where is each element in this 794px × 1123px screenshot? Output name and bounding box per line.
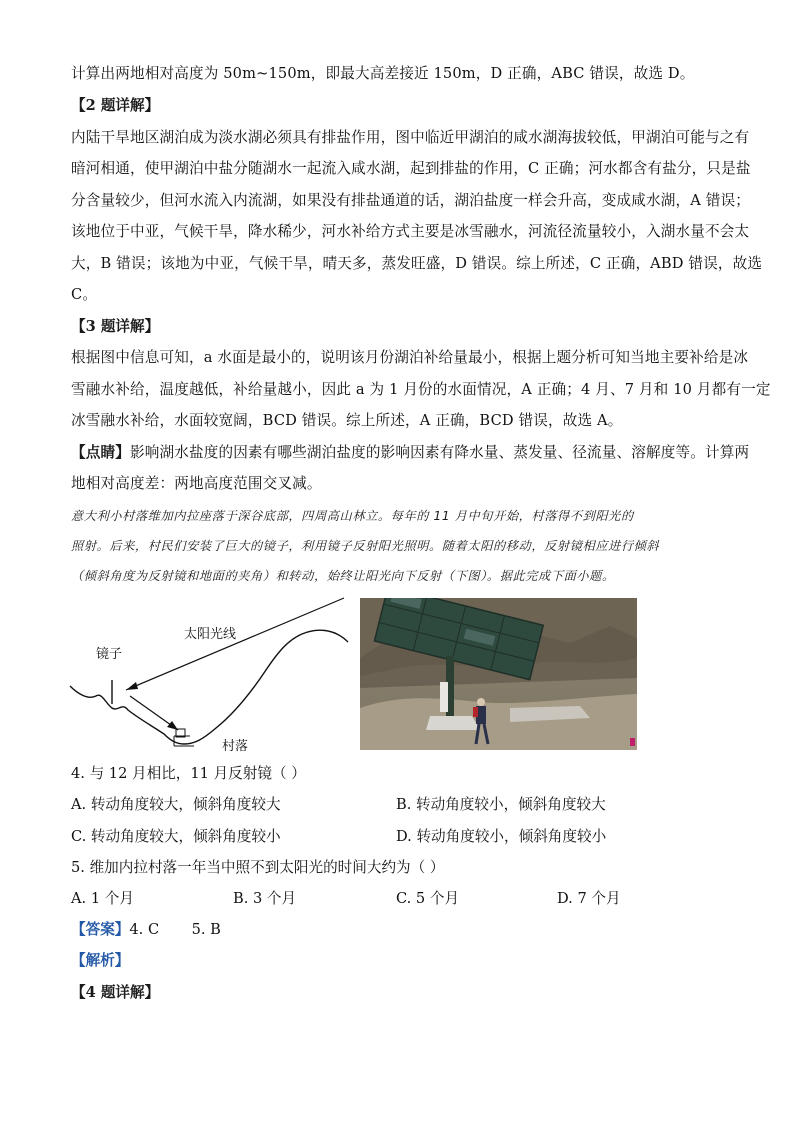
analysis-tag: 【解析】: [71, 952, 130, 969]
option-5b[interactable]: B. 3 个月: [233, 890, 297, 907]
paragraph-line: C。: [71, 286, 98, 303]
sun-ray-arrowhead: [126, 682, 138, 690]
paragraph-line: 分含量较少，但河水流入内流湖，如果没有排盐通道的话，湖泊盐度一样会升高，变成咸水湖，A 错误；: [71, 192, 750, 209]
valley-mirror-diagram: [66, 592, 356, 758]
paragraph-line: 该地位于中亚，气候干旱，降水稀少，河水补给方式主要是冰雪融水，河流径流量较小，入湖水量不会太: [71, 223, 750, 240]
paragraph-line: 内陆干旱地区湖泊成为淡水湖必须具有排盐作用，图中临近甲湖泊的咸水湖海拔较低，甲湖泊可能与之有: [71, 129, 750, 146]
control-box: [440, 682, 448, 712]
option-4a[interactable]: A. 转动角度较大，倾斜角度较大: [71, 796, 281, 813]
passage-line: （倾斜角度为反射镜和地面的夹角）和转动，始终让阳光向下反射（下图）。据此完成下面小题。: [71, 569, 615, 583]
answer-text: 4. C 5. B: [129, 921, 221, 938]
passage-line: 照射。后来，村民们安装了巨大的镜子，利用镜子反射阳光照明。随着太阳的移动，反射镜相应进行倾斜: [71, 539, 660, 553]
village-label: 村落: [222, 739, 249, 754]
option-5c[interactable]: C. 5 个月: [396, 890, 460, 907]
question-4-stem: 4. 与 12 月相比，11 月反射镜（ ）: [71, 765, 306, 782]
option-4c[interactable]: C. 转动角度较大，倾斜角度较小: [71, 828, 281, 845]
tip-line: [71, 443, 750, 463]
paragraph-line: 大，B 错误；该地为中亚，气候干旱，晴天多，蒸发旺盛，D 错误。综上所述，C 正确，ABD 错误，故选: [71, 255, 763, 272]
tip-tag: 【点睛】: [71, 444, 130, 461]
paragraph-line: 根据图中信息可知，a 水面是最小的，说明该月份湖泊补给量最小，根据上题分析可知当地主要补给是冰: [71, 349, 749, 366]
sun-ray: [126, 598, 344, 690]
option-5a[interactable]: A. 1 个月: [71, 890, 134, 907]
option-5d[interactable]: D. 7 个月: [557, 890, 621, 907]
concrete-base: [426, 716, 480, 730]
option-4b[interactable]: B. 转动角度较小，倾斜角度较大: [396, 796, 606, 813]
paragraph-line: 冰雪融水补给，水面较宽阔，BCD 错误。综上所述，A 正确，BCD 错误，故选 A。: [71, 412, 623, 429]
question-5-stem: 5. 维加内拉村落一年当中照不到太阳光的时间大约为（ ）: [71, 859, 445, 876]
paragraph-line: 地相对高度差：两地高度范围交叉减。: [71, 475, 322, 492]
section-heading-q4: 【4 题详解】: [71, 984, 160, 1001]
answer-tag: 【答案】: [71, 921, 130, 938]
person-head: [477, 698, 485, 706]
mirror-photo: [360, 598, 637, 750]
answer-line: [71, 920, 221, 940]
paragraph-line: 计算出两地相对高度为 50m~150m，即最大高差接近 150m，D 正确，ABC 错误，故选 D。: [71, 65, 695, 82]
photo-mark: [630, 738, 635, 746]
tip-text: 影响湖水盐度的因素有哪些湖泊盐度的影响因素有降水量、蒸发量、径流量、溶解度等。计算两: [129, 444, 750, 461]
passage-line: 意大利小村落维加内拉座落于深谷底部，四周高山林立。每年的 11 月中旬开始，村落得不到阳光的: [71, 509, 634, 523]
sun-ray-label: 太阳光线: [184, 627, 237, 642]
mirror-label: 镜子: [96, 647, 123, 662]
paragraph-line: 雪融水补给，温度越低，补给量越小，因此 a 为 1 月份的水面情况，A 正确；4 月、7 月和 10 月都有一定: [71, 381, 771, 398]
paragraph-line: 暗河相通，使甲湖泊中盐分随湖水一起流入咸水湖，起到排盐的作用，C 正确；河水都含有盐分，只是盐: [71, 160, 751, 177]
person-backpack: [473, 707, 478, 717]
section-heading-q2: 【2 题详解】: [71, 97, 160, 114]
option-4d[interactable]: D. 转动角度较小，倾斜角度较小: [396, 828, 607, 845]
section-heading-q3: 【3 题详解】: [71, 318, 160, 335]
